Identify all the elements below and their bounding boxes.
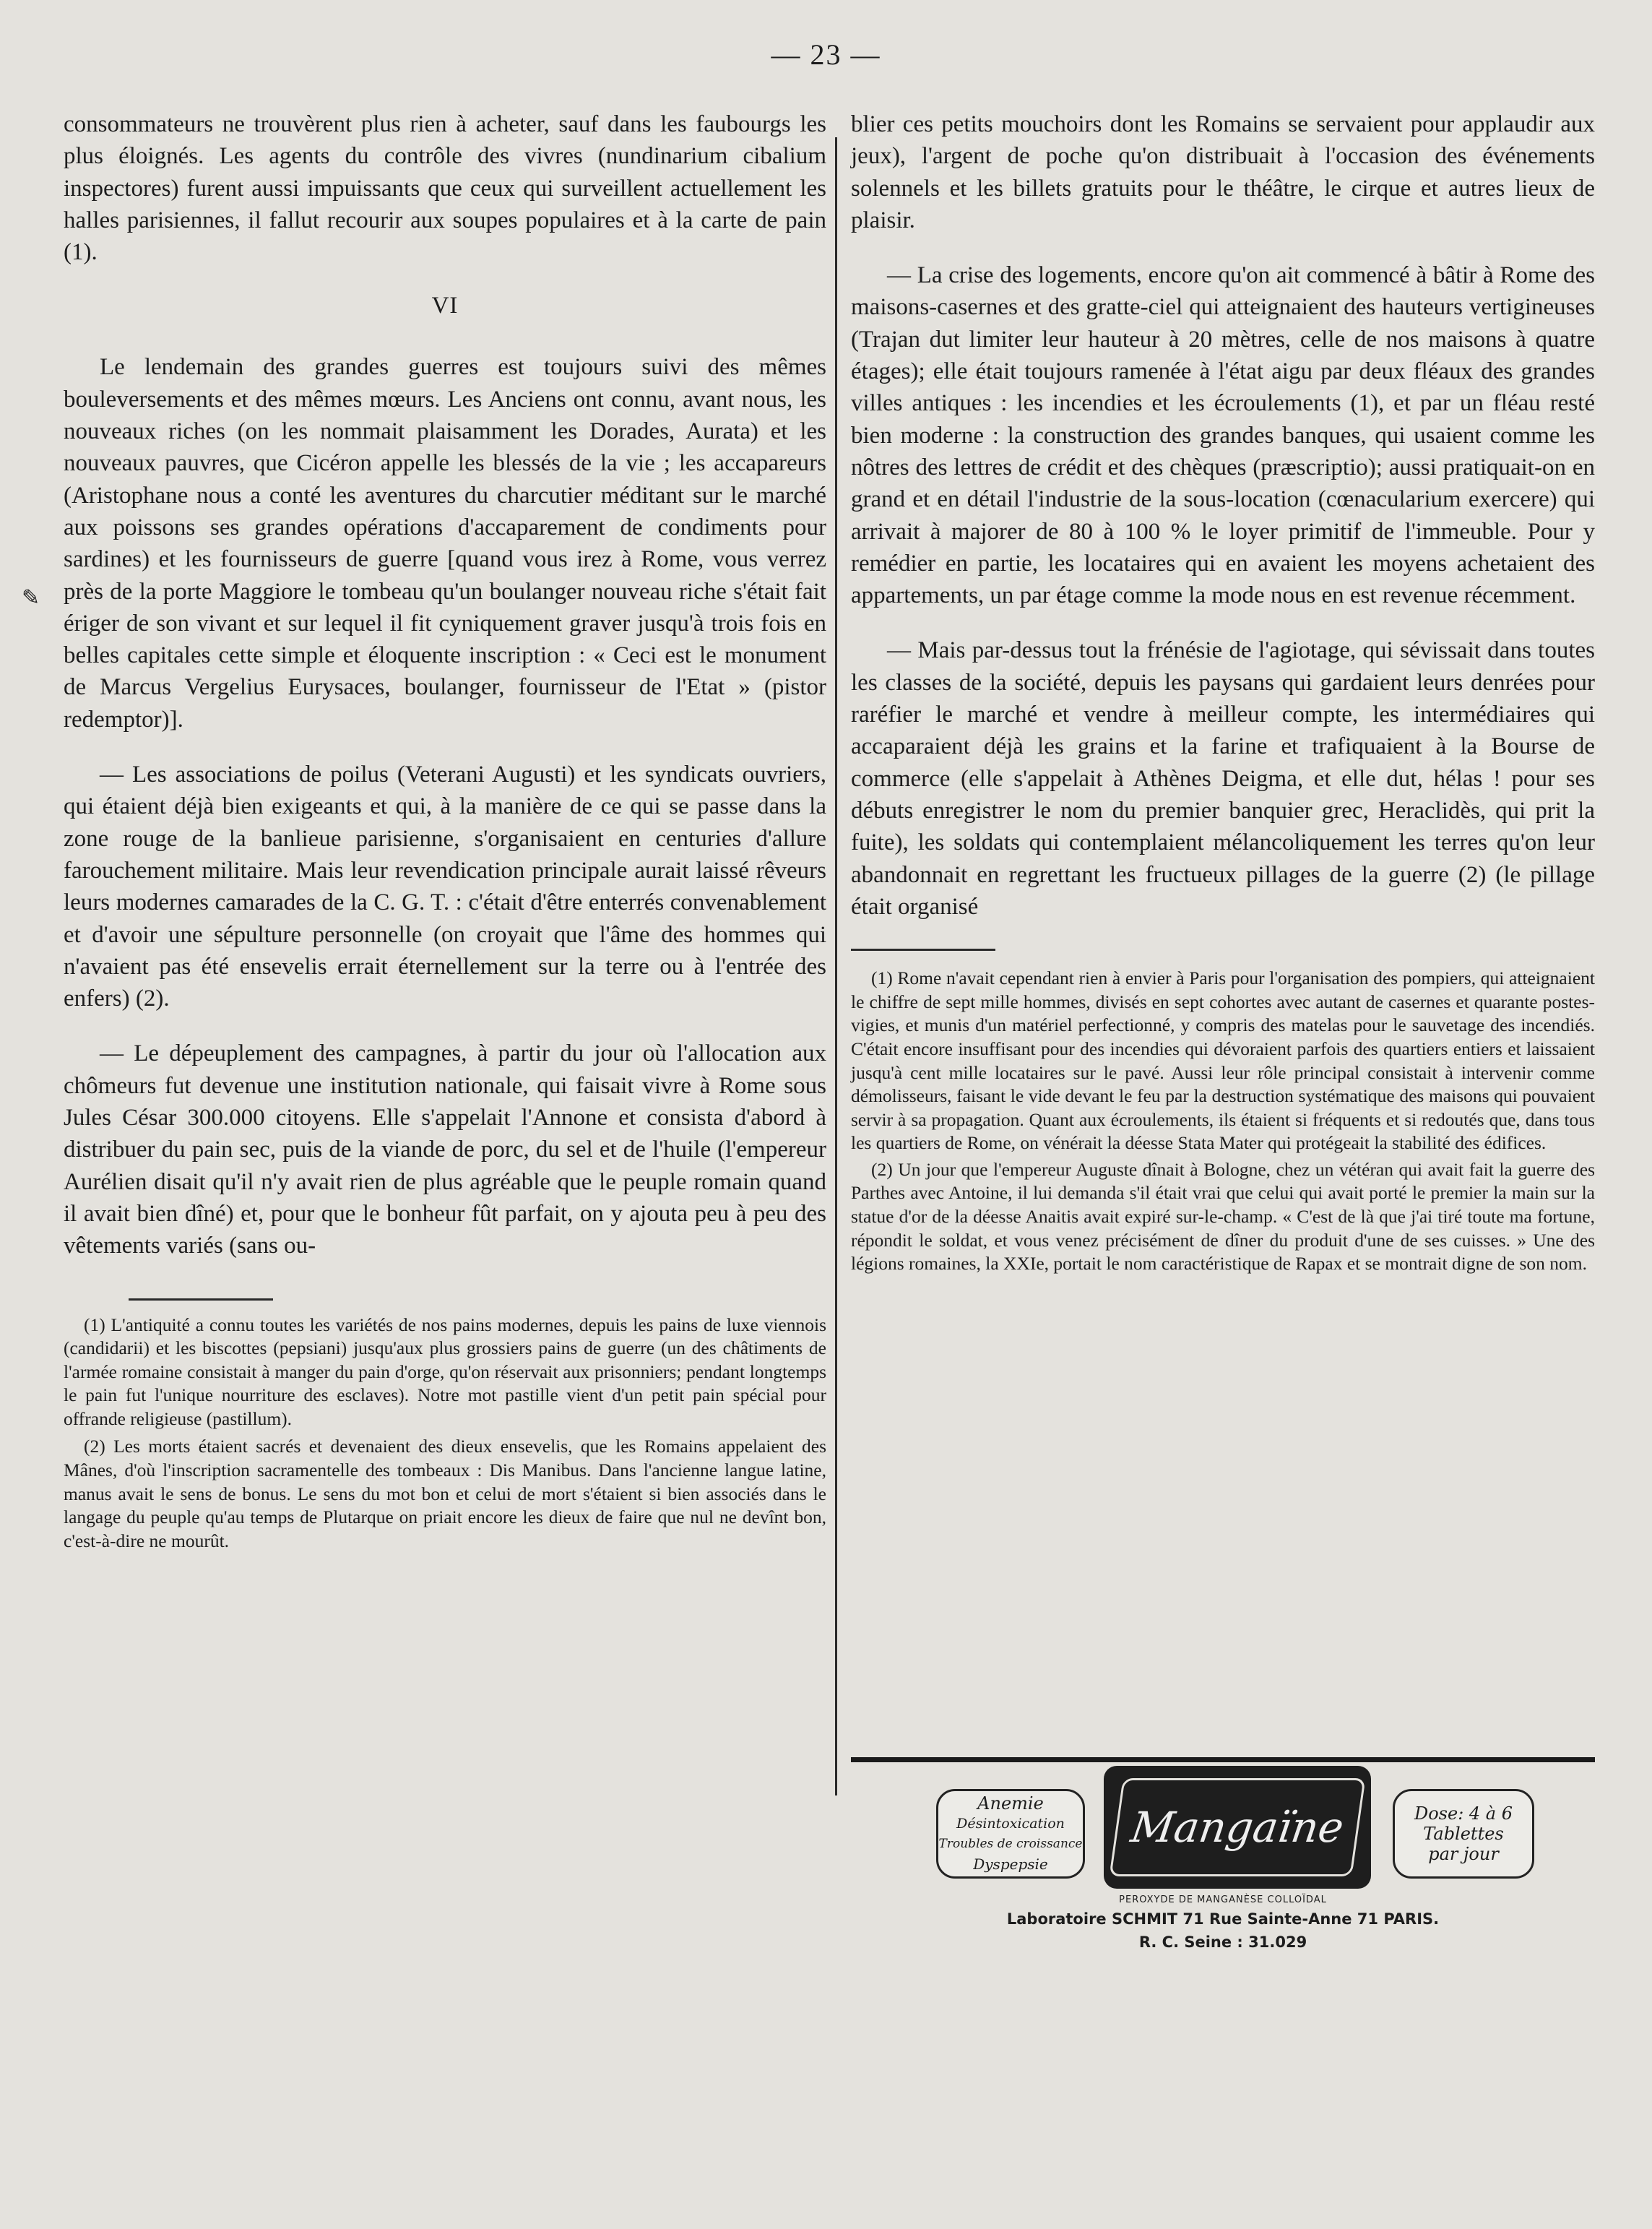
left-footnote-1: (1) L'antiquité a connu toutes les variétés de nos pains modernes, depuis les pains de luxe viennois (candidarii) et les biscottes (pepsiani) jusqu'aux plus grossiers pains de guerre (un des châtiments de l'armée romaine consistait à manger du pain d'orge, qu'on réservait aux prisonniers; pendant longtemps le pain fut l'unique nourriture des esclaves). Notre mot pastille vient d'un petit pain spécial pour offrande religieuse (pastillum). xyxy=(64,1314,826,1429)
left-paragraph-continued: consommateurs ne trouvèrent plus rien à acheter, sauf dans les faubourgs les plus éloignés. Les agents du contrôle des vivres (nundinarium cibalium inspectores) furent aussi impuissants que ceux qui surveillent actuellement les halles parisiennes, il fallut recourir aux soupes populaires et à la carte de pain (1). xyxy=(64,111,826,266)
left-footnote-2: (2) Les morts étaient sacrés et devenaient des dieux ensevelis, que les Romains appelaient des Mânes, d'où l'inscription sacramentelle des tombeaux : Dis Manibus. Dans l'ancienne langue latine, manus avait le sens de bonus. Le sens du mot bon et celui de mort s'étaient si bien associés dans le langage du peuple qu'au temps de Plutarque on priait encore les dieux de faire que nul ne devînt bon, c'est-à-dire ne mourût. xyxy=(64,1436,826,1551)
dosage-item: Dose: 4 à 6 xyxy=(1414,1803,1513,1824)
brand-subtitle: PEROXYDE DE MANGANÈSE COLLOÏDAL xyxy=(1119,1894,1327,1905)
left-paragraph-poilus: — Les associations de poilus (Veterani Augusti) et les syndicats ouvriers, qui étaient déjà bien exigeants et qui, à la manière de ce qui se passe dans la zone rouge de la banlieue parisienne, s'organisaient en centuries d'allure farouchement militaire. Mais leur revendication principale aurait laissé rêveurs leurs modernes camarades de la C. G. T. : c'était d'être enterrés convenablement et d'avoir une sépulture personnelle (on croyait que l'âme des hommes qui n'avaient pas été ensevelis errait éternellement sur la terre ou à l'entrée des enfers) (2). xyxy=(64,762,826,1012)
right-footnote-2: (2) Un jour que l'empereur Auguste dînait à Bologne, chez un vétéran qui avait fait la guerre des Parthes avec Antoine, il lui demanda s'il était vrai que celui qui avait porté le premier la main sur la statue d'or de la déesse Anaitis avait expiré sur-le-champ. « C'est de là que j'ai tiré toute ma fortune, répondit le soldat, et vous venez précisément de dîner du produit d'une de ses cuisses. » Une des légions romaines, la XXIe, portait le nom caractéristique de Rapax et se montrait digne de son nom. xyxy=(851,1158,1595,1275)
mangaine-advertisement xyxy=(851,1757,1595,1952)
right-paragraph-agiotage: — Mais par-dessus tout la frénésie de l'agiotage, qui sévissait dans toutes les classes de la société, depuis les paysans qui gardaient leurs denrées pour raréfier le marché et vendre à meilleur compte, les intermédiaires qui accaparaient déjà les grains et la farine et trafiquaient à la Bourse de commerce (elle s'appelait à Athènes Deigma, et elle dut, hélas ! pour ses débuts enregistrer le nom du premier banquier grec, Heraclidès, qui prit la fuite), les soldats qui contemplaient mélancoliquement les terres qu'on leur abandonnait en regrettant les fructueux pillages de la guerre (2) (le pillage était organisé xyxy=(851,637,1595,920)
margin-mark: ✎ xyxy=(22,586,40,610)
indication-item: Anemie xyxy=(977,1793,1044,1814)
page-number: — 23 — xyxy=(771,38,881,71)
right-paragraph-continued: blier ces petits mouchoirs dont les Romains se servaient pour applaudir aux jeux), l'argent de poche qu'on distribuait à l'occasion des événements solennels et les billets gratuits pour le théâtre, le cirque et autres lieux de plaisir. xyxy=(851,111,1595,233)
right-footnote-1: (1) Rome n'avait cependant rien à envier à Paris pour l'organisation des pompiers, qui atteignaient le chiffre de sept mille hommes, divisés en sept cohortes avec autant de casernes et quarante postes-vigies, et munis d'un matériel perfectionné, y compris des matelas pour le sauvetage des incendiés. C'était encore insuffisant pour des incendies qui dévoraient parfois des quartiers entiers et laissaient jusqu'à cent mille locataires sur le pavé. Aussi leur rôle principal consistait à intervenir comme démolisseurs, faisant le vide devant le feu par la destruction systématique des maisons qui pouvaient servir à sa propagation. Quant aux écroulements, ils étaient si fréquents et si redoutés que, dans tous les quartiers de Rome, on vénérait la déesse Stata Mater qui protégeait la stabilité des édifices. xyxy=(851,967,1595,1154)
dosage-item: Tablettes xyxy=(1423,1824,1504,1844)
left-paragraph-lendemain: Le lendemain des grandes guerres est toujours suivi des mêmes bouleversements et des mêmes mœurs. Les Anciens ont connu, avant nous, les nouveaux riches (on les nommait plaisamment les Dorades, Aurata) et les nouveaux pauvres, que Cicéron appelle les blessés de la vie ; les accapareurs (Aristophane nous a conté les aventures du charcutier méditant sur le marché aux poissons ses grandes opérations d'accaparement de condiments pour sardines) et les fournisseurs de guerre [quand vous irez à Rome, vous verrez près de la porte Maggiore le tombeau qu'un boulanger nouveau riche s'était fait ériger de son vivant et sur lequel il fit cyniquement graver jusqu'à trois fois en belles capitales cette simple et éloquente inscription : « Ceci est le monument de Marcus Vergelius Eurysaces, boulanger, fournisseur de l'Etat » (pistor redemptor)]. xyxy=(64,354,826,733)
dosage-box xyxy=(1393,1789,1534,1879)
left-column xyxy=(64,108,826,1553)
indication-item: Dyspepsie xyxy=(973,1855,1048,1873)
left-paragraph-campagnes: — Le dépeuplement des campagnes, à partir du jour où l'allocation aux chômeurs fut devenue une institution nationale, qui faisait vivre à Rome sous Jules César 300.000 citoyens. Elle s'appelait l'Annone et consista d'abord à distribuer du pain sec, puis de la viande de porc, du sel et de l'huile (l'empereur Aurélien disait qu'il n'y avait rien de plus agréable que le peuple romain quand il avait bien dîné) et, pour que le bonheur fût parfait, on y ajouta peu à peu des vêtements variés (sans ou- xyxy=(64,1040,826,1259)
right-column xyxy=(851,108,1595,1276)
indications-box xyxy=(936,1789,1085,1879)
advertisement-rule xyxy=(851,1757,1595,1762)
laboratory-address: Laboratoire SCHMIT 71 Rue Sainte-Anne 71 PARIS. xyxy=(1006,1910,1440,1928)
indication-item: Troubles de croissance xyxy=(938,1837,1083,1851)
right-paragraph-logements: — La crise des logements, encore qu'on ait commencé à bâtir à Rome des maisons-casernes et des gratte-ciel qui atteignaient des hauteurs vertigineuses (Trajan dut limiter leur hauteur à 20 mètres, celle de nos maisons à quatre étages); elle était toujours ramenée à l'état aigu par deux fléaux des grandes villes antiques : les incendies et les écroulements (1), et par un fléau resté bien moderne : la construction des grandes banques, qui usaient comme les nôtres des lettres de crédit et des chèques (præscriptio); aussi pratiquait-on en grand et en détail l'industrie de la sous-location (cœnacularium exercere) qui arrivait à majorer de 80 à 100 % le loyer primitif de l'immeuble. Pour y remédier en partie, les locataires qui en avaient les moyens achetaient des appartements, un par étage comme la mode nous en est revenue récemment. xyxy=(851,262,1595,609)
column-divider xyxy=(835,137,837,1795)
indication-item: Désintoxication xyxy=(956,1816,1065,1832)
registry-number: R. C. Seine : 31.029 xyxy=(1138,1933,1307,1951)
dosage-item: par jour xyxy=(1428,1844,1499,1864)
section-heading: VI xyxy=(431,293,459,319)
brand-name: Mangaïne xyxy=(1109,1778,1365,1876)
brand-logo xyxy=(1104,1766,1371,1889)
